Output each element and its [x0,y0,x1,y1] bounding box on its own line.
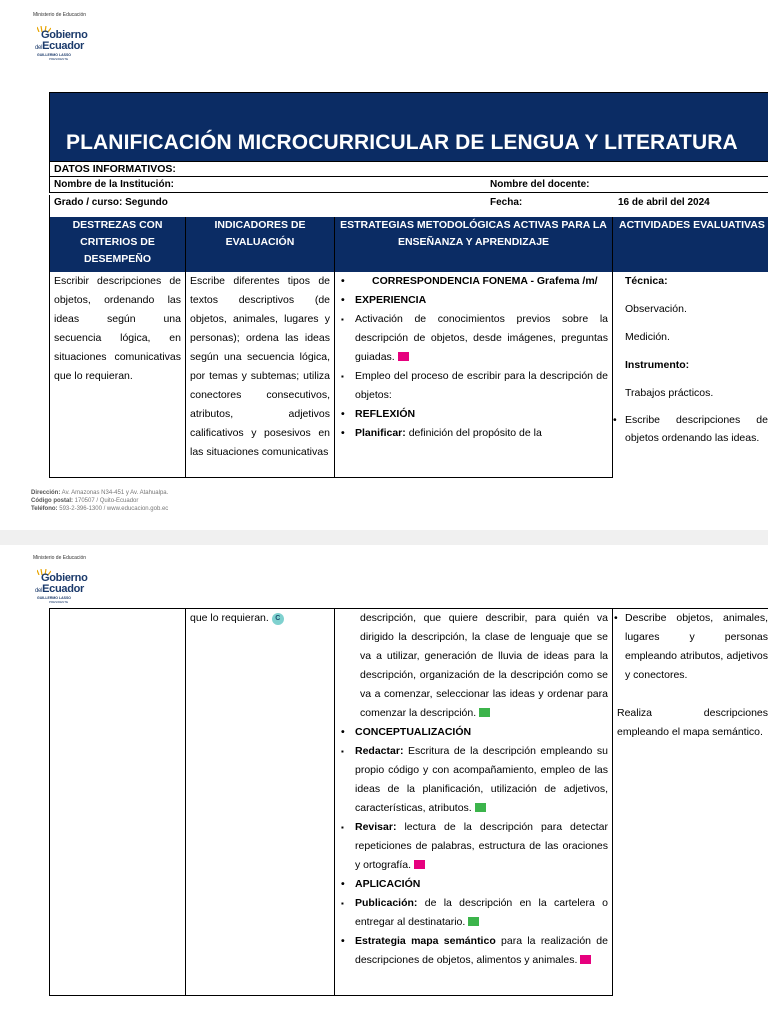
indicador-end-text: que lo requieran. C [190,609,330,628]
estrategia-reflexion: • REFLEXIÓN [335,405,608,424]
info-row-grado [49,195,768,217]
logo-text-ecuador-2: delEcuador [35,583,85,595]
institucion-label: Nombre de la Institución: [54,179,175,190]
green-marker-icon [475,803,486,812]
pink-marker-icon [414,860,425,869]
estrategia-redactar: ▪ Redactar: Escritura de la descripción empleando su propio código y con acompañamiento, empleo de las ideas de la planificación, utilización de adjetivos, características, atributos. [335,742,608,818]
destreza-cell [49,272,185,478]
tecnica-label: Técnica: [625,275,668,287]
logo-text-ecuador: delEcuador [35,40,85,52]
ministry-label: Ministerio de Educación [33,12,87,18]
estrategia-publicacion: ▪ Publicación: de la descripción en la cartelera o entregar al destinatario. [335,894,608,932]
document-page-2 [0,545,768,1024]
observacion-text: Observación. [625,303,687,315]
destreza-cell-2 [49,608,185,996]
document-title-bar [49,92,768,162]
page-footer: Dirección: Av. Amazonas N34-451 y Av. Atahualpa. Código postal: 170507 / Quito-Ecuador Teléfono: 593-2-396-1300 / www.educacion.gob.ec [31,490,169,512]
header-actividades: ACTIVIDADES EVALUATIVAS [612,217,768,272]
estrategia-conceptualizacion: • CONCEPTUALIZACIÓN [335,723,608,742]
actividades-cell [612,272,768,478]
gobierno-logo-2 [35,569,105,605]
header-indicadores: INDICADORES DE EVALUACIÓN [185,217,334,272]
estrategia-revisar: ▪ Revisar: lectura de la descripción para detectar repeticiones de palabras, estructura de las oraciones y ortografía. [335,818,608,875]
indicador-text: Escribe diferentes tipos de textos descriptivos (de objetos, animales, lugares y personas); ordena las ideas según una secuencia lógica, por temas y subtemas; utiliza conectores consecutivos, atributos, adjetivos calificativos y posesivos en las situaciones comunicativas [190,275,330,458]
logo-text-president-name-2: GUILLERMO LASSO [37,596,72,600]
actividades-cell-2 [612,608,768,996]
actividad-realiza: Realiza descripciones empleando el mapa semántico. [617,707,768,738]
instrumento-label: Instrumento: [625,359,690,371]
estrategia-planificar: • Planificar: definición del propósito de la [335,424,608,443]
medicion-text: Medición. [625,331,670,343]
pink-marker-icon [580,955,591,964]
pink-marker-icon [398,352,409,361]
green-marker-icon [479,708,490,717]
comment-badge-icon[interactable]: C [272,613,284,625]
header-estrategias: ESTRATEGIAS METODOLÓGICAS ACTIVAS PARA LA ENSEÑANZA Y APRENDIZAJE [334,217,612,272]
indicador-cell-2 [185,608,334,996]
destreza-text: Escribir descripciones de objetos, ordenando las ideas según una secuencia lógica, en situaciones comunicativas que lo requieran. [54,275,181,382]
indicador-cell [185,272,334,478]
logo-text-president-name: GUILLERMO LASSO [37,53,72,57]
actividad-describe: • Describe objetos, animales, lugares y personas empleando atributos, adjetivos y conectores. [614,612,768,681]
trabajos-text: Trabajos prácticos. [625,387,714,399]
logo-text-president-2: PRESIDENTE [49,600,69,604]
datos-informativos-label: DATOS INFORMATIVOS: [54,163,176,175]
escribe-text: • Escribe descripciones de objetos ordenando las ideas. [613,414,768,444]
estrategia-empleo: ▪ Empleo del proceso de escribir para la descripción de objetos: [335,367,608,405]
info-row-institucion [49,177,768,193]
grado-label: Grado / curso: Segundo [54,197,168,208]
info-datos-row [49,161,768,177]
docente-label: Nombre del docente: [490,179,590,190]
green-marker-icon [468,917,479,926]
fecha-label: Fecha: [490,197,523,208]
logo-text-gobierno-2: Gobierno [41,572,88,584]
header-destrezas: DESTREZAS CON CRITERIOS DE DESEMPEÑO [49,217,185,272]
estrategia-correspondencia: • CORRESPONDENCIA FONEMA - Grafema /m/ [335,272,608,291]
estrategia-activacion: ▪ Activación de conocimientos previos sobre la descripción de objetos, desde imágenes, preguntas guiadas. [335,310,608,367]
gobierno-logo [35,26,105,62]
estrategia-mapa-semantico: • Estrategia mapa semántico para la realización de descripciones de objetos, alimentos y animales. [335,932,608,970]
ministry-label-2: Ministerio de Educación [33,555,87,561]
estrategias-cell-2 [334,608,612,996]
logo-text-president: PRESIDENTE [49,57,69,61]
page-separator [0,530,768,545]
logo-text-gobierno: Gobierno [41,29,88,41]
estrategia-planificar-cont: descripción, que quiere describir, para quién va dirigido la descripción, la clase de lenguaje que se va a utilizar, generación de lluvia de ideas para la descripción, organización de la descripción como se va a comenzar, seleccionar las ideas y ordenar para comenzar la descripción. [360,612,608,719]
fecha-value: 16 de abril del 2024 [618,197,710,208]
estrategias-cell [334,272,612,478]
document-title: PLANIFICACIÓN MICROCURRICULAR DE LENGUA Y LITERATURA [66,131,738,154]
estrategia-experiencia: • EXPERIENCIA [335,291,608,310]
estrategia-aplicacion: • APLICACIÓN [335,875,608,894]
